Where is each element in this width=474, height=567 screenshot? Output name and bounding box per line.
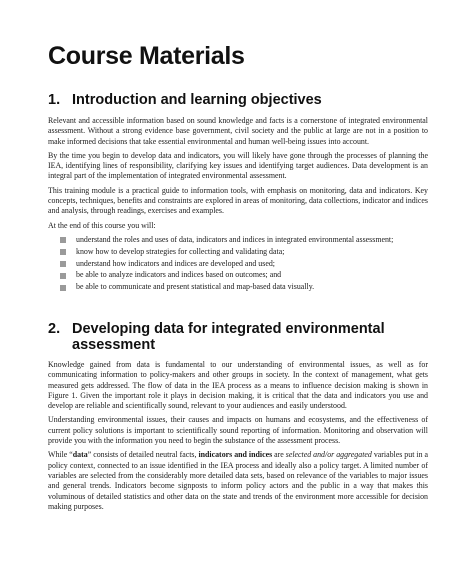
page-title: Course Materials xyxy=(48,42,245,70)
section-1-paragraph: At the end of this course you will: xyxy=(48,220,156,230)
section-2-paragraph: While “data” consists of detailed neutral facts, indicators and indices are selected and/or aggregated variables put in a policy context, connected to an issue identified in the IEA process and ideally also a policy target. A limited number of variables are selected from the considerably more detailed data sets, based on relevance of the variables to major issues and general trends. Indicators become signposts to inform policy actors and the public in a way that makes this voluminous of detailed statistics and other data on the state and trends of the environment more accessible for decision making purposes. xyxy=(48,450,428,511)
section-2-paragraph: Understanding environmental issues, their causes and impacts on humans and ecosystems, and the effectiveness of current policy solutions is important to scientifically sound reporting of information. Monitoring and observation will provide you with the information you need to begin the substance of the assessment process. xyxy=(48,415,428,446)
section-1-heading xyxy=(48,92,428,108)
square-bullet-icon xyxy=(60,261,66,267)
section-2-paragraph: Knowledge gained from data is fundamental to our understanding of environmental issues, as well as for communicating information to policy-makers and other groups in society. In the context of management, what gets measured gets addressed. The flow of data in the IEA process as a means to influence decision making is shown in Figure 1. Given the important role it plays in decision making, it is critical that the data and indicators you use and develop are reliable and scientifically sound, relevant to your audiences and easily understood. xyxy=(48,360,428,411)
section-1-paragraph: Relevant and accessible information based on sound knowledge and facts is a cornerstone of integrated environmental assessment. Without a strong evidence base government, civil society and the public at large are not in a position to make informed decisions that take essential environmental and human well-being issues into account. xyxy=(48,116,428,146)
square-bullet-icon xyxy=(60,273,66,279)
square-bullet-icon xyxy=(60,285,66,291)
section-2-title: Developing data for integrated environmental xyxy=(72,321,385,337)
list-item: be able to communicate and present statistical and map-based data visually. xyxy=(60,282,428,292)
section-1 xyxy=(48,92,428,294)
section-2 xyxy=(48,321,428,516)
section-1-title: Introduction and learning objectives xyxy=(72,92,322,108)
section-1-number: 1. xyxy=(48,92,61,108)
section-1-paragraph: By the time you begin to develop data and indicators, you will likely have gone through the processes of planning the IEA, identifying lines of responsibility, clarifying key issues and identifying target audiences. Data development is an integral part of the implementation of integrated environmental assessment. xyxy=(48,150,428,181)
section-2-title-continued: assessment xyxy=(72,337,156,353)
section-1-paragraph: This training module is a practical guide to information tools, with emphasis on monitoring, data and indicators. Key concepts, techniques, benefits and constraints are explored in areas of monitoring, data collections, indicator and indices and analysis, through readings, exercises and examples. xyxy=(48,185,428,216)
square-bullet-icon xyxy=(60,249,66,255)
list-item: understand how indicators and indices are developed and used; xyxy=(60,259,428,269)
learning-objectives-list xyxy=(60,235,428,292)
section-2-heading xyxy=(48,321,428,353)
list-item: know how to develop strategies for collecting and validating data; xyxy=(60,247,428,257)
section-2-number: 2. xyxy=(48,321,61,337)
square-bullet-icon xyxy=(60,237,66,243)
list-item: understand the roles and uses of data, indicators and indices in integrated environmental assessment; xyxy=(60,235,428,245)
list-item: be able to analyze indicators and indices based on outcomes; and xyxy=(60,270,428,280)
